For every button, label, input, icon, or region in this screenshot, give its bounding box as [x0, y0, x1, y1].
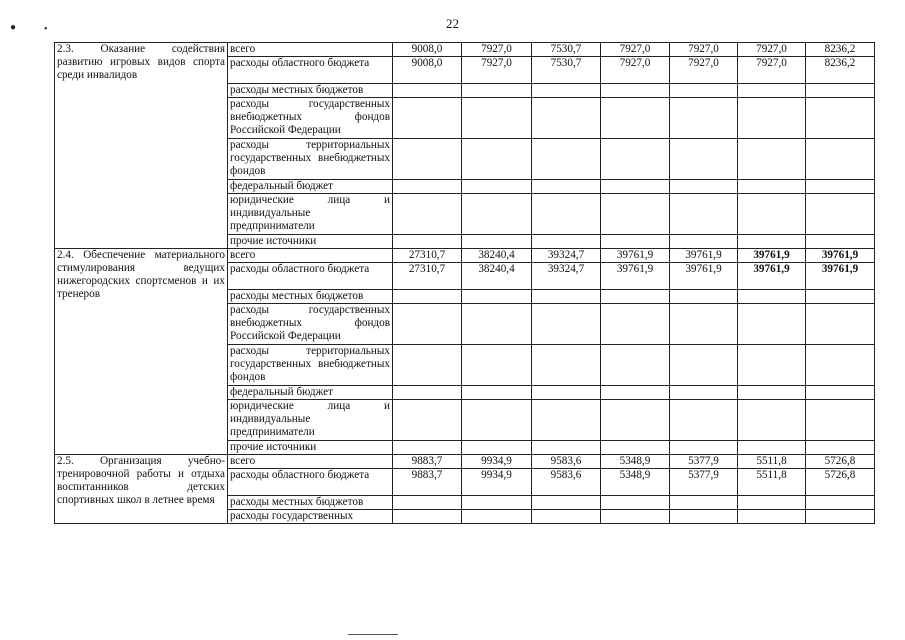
- amount-cell: [670, 386, 738, 400]
- amount-cell: [532, 235, 601, 249]
- amount-cell: [532, 139, 601, 180]
- amount-cell: [806, 235, 875, 249]
- amount-cell: [532, 304, 601, 345]
- funding-source: расходы местных бюджетов: [228, 496, 393, 510]
- amount-cell: [393, 180, 462, 194]
- amount-cell: [393, 496, 462, 510]
- amount-cell: 9934,9: [462, 469, 532, 496]
- funding-source: расходы территориальных государственных внебюджетных фондов: [228, 139, 393, 180]
- amount-cell: [532, 345, 601, 386]
- amount-cell: [532, 400, 601, 441]
- amount-cell: [670, 496, 738, 510]
- funding-source: федеральный бюджет: [228, 180, 393, 194]
- amount-cell: 5511,8: [738, 469, 806, 496]
- amount-cell: [393, 304, 462, 345]
- amount-cell: [738, 345, 806, 386]
- table-row: [55, 249, 875, 263]
- amount-cell: [738, 235, 806, 249]
- amount-cell: [393, 139, 462, 180]
- amount-cell: [462, 496, 532, 510]
- amount-cell: 39761,9: [601, 263, 670, 290]
- amount-cell: 7927,0: [738, 43, 806, 57]
- amount-cell: [393, 510, 462, 524]
- amount-cell: [738, 510, 806, 524]
- funding-source: юридические лица и индивидуальные предприниматели: [228, 400, 393, 441]
- amount-cell: [393, 441, 462, 455]
- amount-cell: 5348,9: [601, 469, 670, 496]
- funding-source: расходы местных бюджетов: [228, 290, 393, 304]
- amount-cell: 9583,6: [532, 455, 601, 469]
- amount-cell: [670, 139, 738, 180]
- amount-cell: [601, 400, 670, 441]
- amount-cell: [670, 441, 738, 455]
- amount-cell: 27310,7: [393, 263, 462, 290]
- amount-cell: 7927,0: [738, 57, 806, 84]
- amount-cell: [738, 400, 806, 441]
- amount-cell: 5726,8: [806, 469, 875, 496]
- amount-cell: [806, 98, 875, 139]
- event-title: 2.4. Обеспечение материального стимулирования ведущих нижегородских спортсменов и их тренеров: [55, 249, 228, 455]
- amount-cell: [462, 235, 532, 249]
- table-row: [55, 455, 875, 469]
- amount-cell: 39761,9: [670, 263, 738, 290]
- amount-cell: [601, 510, 670, 524]
- amount-cell: [806, 345, 875, 386]
- amount-cell: 38240,4: [462, 249, 532, 263]
- amount-cell: [601, 98, 670, 139]
- amount-cell: [462, 194, 532, 235]
- bottom-divider: [348, 634, 398, 635]
- amount-cell: [670, 345, 738, 386]
- amount-cell: [738, 441, 806, 455]
- amount-cell: [462, 400, 532, 441]
- amount-cell: 9583,6: [532, 469, 601, 496]
- amount-cell: [806, 180, 875, 194]
- amount-cell: [670, 84, 738, 98]
- amount-cell: [462, 345, 532, 386]
- amount-cell: 39761,9: [601, 249, 670, 263]
- amount-cell: [738, 386, 806, 400]
- budget-table: [54, 42, 875, 524]
- amount-cell: [670, 180, 738, 194]
- amount-cell: 7927,0: [462, 43, 532, 57]
- amount-cell: [462, 441, 532, 455]
- funding-source: расходы местных бюджетов: [228, 84, 393, 98]
- amount-cell: [532, 496, 601, 510]
- amount-cell: [462, 510, 532, 524]
- amount-cell: 5377,9: [670, 455, 738, 469]
- amount-cell: [670, 304, 738, 345]
- scan-mark-tick: •: [44, 24, 48, 35]
- amount-cell: [806, 400, 875, 441]
- funding-source: расходы областного бюджета: [228, 263, 393, 290]
- amount-cell: [601, 194, 670, 235]
- amount-cell: [670, 235, 738, 249]
- amount-cell: 27310,7: [393, 249, 462, 263]
- amount-cell: 9883,7: [393, 469, 462, 496]
- page-number: 22: [446, 16, 459, 31]
- amount-cell: [393, 345, 462, 386]
- funding-source: расходы государственных внебюджетных фондов Российской Федерации: [228, 98, 393, 139]
- amount-cell: [670, 98, 738, 139]
- funding-source: всего: [228, 43, 393, 57]
- amount-cell: 9008,0: [393, 57, 462, 84]
- funding-source: прочие источники: [228, 235, 393, 249]
- amount-cell: [806, 386, 875, 400]
- amount-cell: [738, 180, 806, 194]
- amount-cell: [462, 290, 532, 304]
- amount-cell: [601, 290, 670, 304]
- amount-cell: [738, 304, 806, 345]
- amount-cell: [393, 194, 462, 235]
- amount-cell: [738, 139, 806, 180]
- amount-cell: [670, 510, 738, 524]
- amount-cell: [738, 84, 806, 98]
- amount-cell: [532, 290, 601, 304]
- amount-cell: 5511,8: [738, 455, 806, 469]
- amount-cell: 9883,7: [393, 455, 462, 469]
- amount-cell: [532, 98, 601, 139]
- amount-cell: 9934,9: [462, 455, 532, 469]
- amount-cell: 9008,0: [393, 43, 462, 57]
- amount-cell: 39761,9: [738, 263, 806, 290]
- amount-cell: 5377,9: [670, 469, 738, 496]
- amount-cell: [806, 496, 875, 510]
- amount-cell: [532, 386, 601, 400]
- amount-cell: 5726,8: [806, 455, 875, 469]
- amount-cell: [738, 98, 806, 139]
- amount-cell: [601, 304, 670, 345]
- amount-cell: 7927,0: [601, 57, 670, 84]
- amount-cell: [670, 290, 738, 304]
- funding-source: юридические лица и индивидуальные предприниматели: [228, 194, 393, 235]
- amount-cell: [806, 84, 875, 98]
- amount-cell: [601, 386, 670, 400]
- amount-cell: [601, 235, 670, 249]
- amount-cell: 7927,0: [462, 57, 532, 84]
- amount-cell: [601, 84, 670, 98]
- amount-cell: [738, 496, 806, 510]
- amount-cell: [393, 290, 462, 304]
- amount-cell: [670, 194, 738, 235]
- amount-cell: [462, 386, 532, 400]
- amount-cell: 38240,4: [462, 263, 532, 290]
- funding-source: прочие источники: [228, 441, 393, 455]
- amount-cell: [806, 304, 875, 345]
- amount-cell: [806, 510, 875, 524]
- funding-source: расходы территориальных государственных внебюджетных фондов: [228, 345, 393, 386]
- amount-cell: [462, 304, 532, 345]
- amount-cell: [532, 441, 601, 455]
- amount-cell: [462, 98, 532, 139]
- amount-cell: [601, 441, 670, 455]
- amount-cell: [806, 194, 875, 235]
- amount-cell: [738, 194, 806, 235]
- amount-cell: 39761,9: [670, 249, 738, 263]
- amount-cell: [670, 400, 738, 441]
- amount-cell: [738, 290, 806, 304]
- amount-cell: [806, 441, 875, 455]
- funding-source: расходы государственных: [228, 510, 393, 524]
- amount-cell: [532, 194, 601, 235]
- amount-cell: [462, 139, 532, 180]
- funding-source: федеральный бюджет: [228, 386, 393, 400]
- amount-cell: 39761,9: [806, 263, 875, 290]
- amount-cell: 5348,9: [601, 455, 670, 469]
- amount-cell: 39761,9: [738, 249, 806, 263]
- amount-cell: [393, 98, 462, 139]
- scan-mark-dot: ●: [10, 22, 17, 33]
- table-row: [55, 43, 875, 57]
- funding-source: всего: [228, 455, 393, 469]
- amount-cell: [532, 510, 601, 524]
- amount-cell: 8236,2: [806, 43, 875, 57]
- amount-cell: 39324,7: [532, 249, 601, 263]
- amount-cell: [462, 180, 532, 194]
- amount-cell: 7530,7: [532, 57, 601, 84]
- amount-cell: [393, 386, 462, 400]
- amount-cell: 39761,9: [806, 249, 875, 263]
- amount-cell: 7927,0: [601, 43, 670, 57]
- amount-cell: [806, 290, 875, 304]
- amount-cell: [806, 139, 875, 180]
- amount-cell: 7927,0: [670, 43, 738, 57]
- amount-cell: [393, 400, 462, 441]
- amount-cell: [462, 84, 532, 98]
- amount-cell: [532, 84, 601, 98]
- funding-source: всего: [228, 249, 393, 263]
- amount-cell: [532, 180, 601, 194]
- event-title: 2.5. Организация учебно-тренировочной работы и отдыха воспитанников детских спортивных школ в летнее время: [55, 455, 228, 524]
- amount-cell: [393, 84, 462, 98]
- amount-cell: [601, 345, 670, 386]
- amount-cell: 7927,0: [670, 57, 738, 84]
- amount-cell: [393, 235, 462, 249]
- amount-cell: [601, 496, 670, 510]
- amount-cell: [601, 139, 670, 180]
- amount-cell: [601, 180, 670, 194]
- funding-source: расходы государственных внебюджетных фондов Российской Федерации: [228, 304, 393, 345]
- amount-cell: 39324,7: [532, 263, 601, 290]
- event-title: 2.3. Оказание содействия развитию игровых видов спорта среди инвалидов: [55, 43, 228, 249]
- funding-source: расходы областного бюджета: [228, 469, 393, 496]
- funding-source: расходы областного бюджета: [228, 57, 393, 84]
- amount-cell: 7530,7: [532, 43, 601, 57]
- amount-cell: 8236,2: [806, 57, 875, 84]
